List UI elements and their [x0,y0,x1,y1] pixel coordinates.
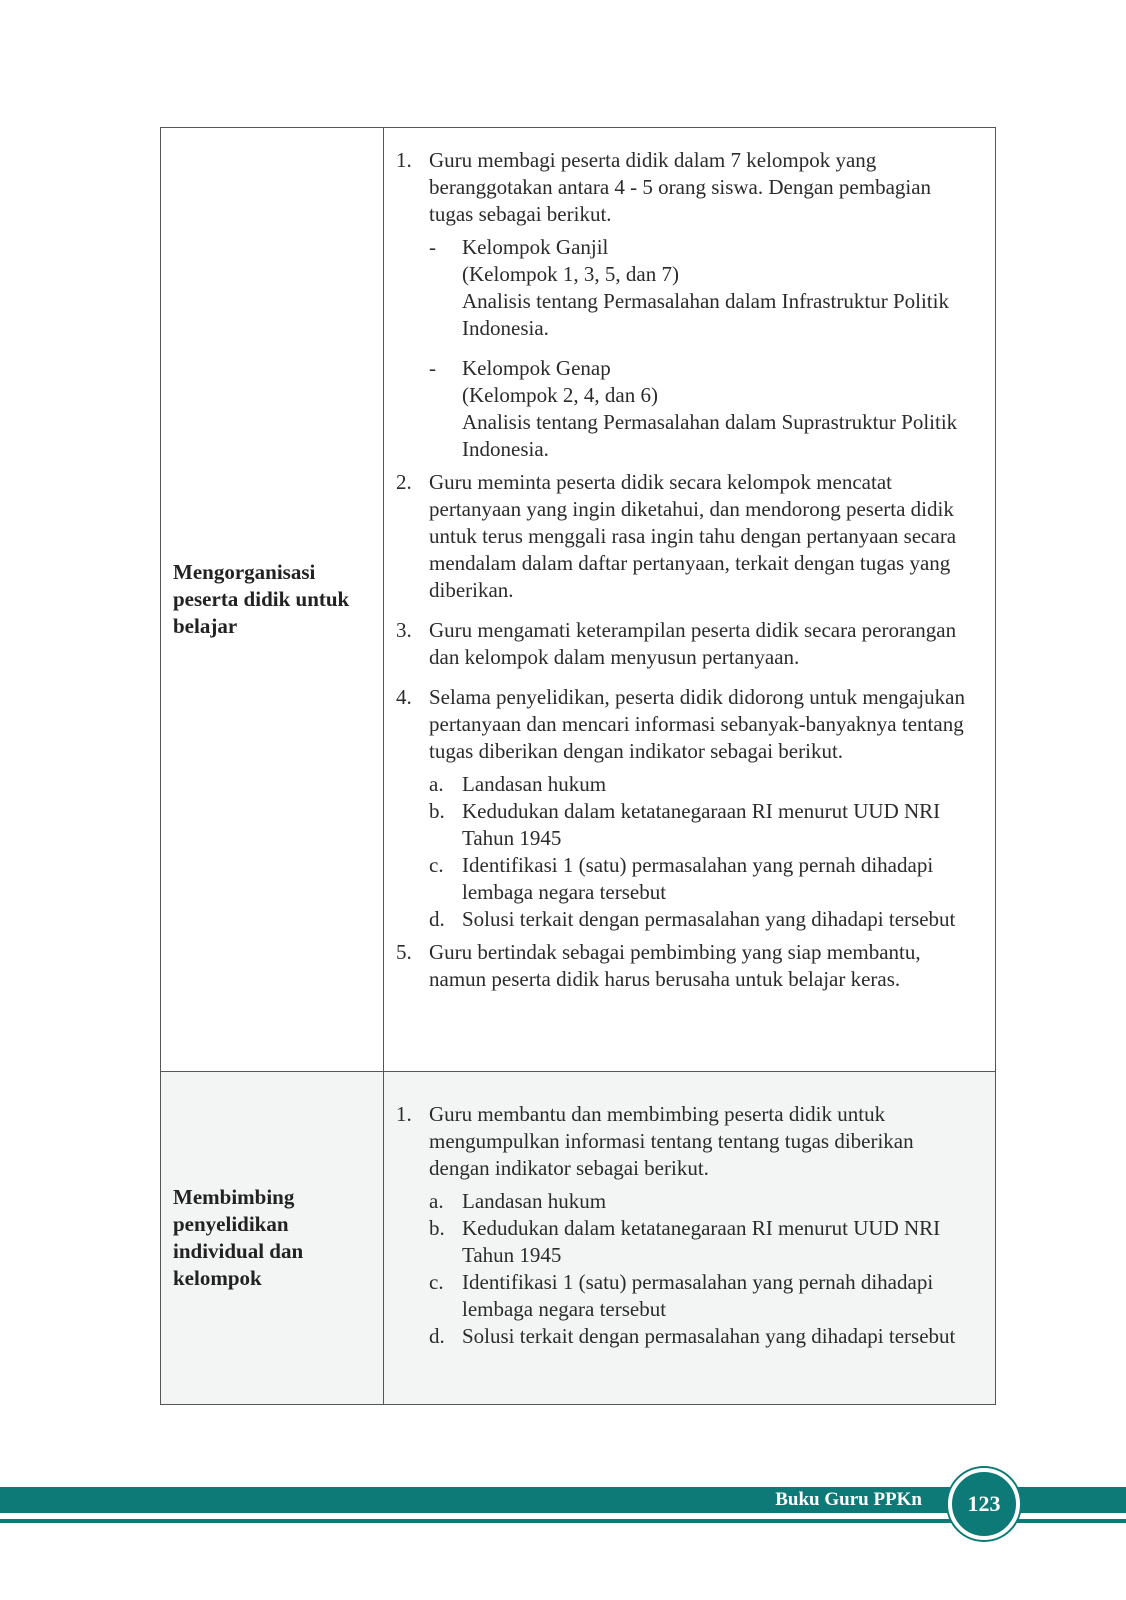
item-number: 5. [396,940,412,964]
indicator-marker: b. [429,1216,445,1240]
item-text: Guru membantu dan membimbing peserta didik untuk mengumpulkan informasi tentang tentang tugas diberikan dengan indikator sebagai berikut. [429,1102,914,1180]
group-name: Kelompok Genap [462,356,611,380]
item-text: Guru bertindak sebagai pembimbing yang siap membantu, namun peserta didik harus berusaha untuk belajar keras. [429,940,921,991]
page-number-badge [948,1468,1020,1540]
page-number: 123 [967,1491,1001,1516]
item-number: 2. [396,470,412,494]
indicator-item [429,1188,979,1215]
table-row [161,1071,995,1404]
item-number: 4. [396,685,412,709]
indicator-marker: a. [429,1189,444,1213]
indicator-text: Identifikasi 1 (satu) permasalahan yang pernah dihadapi lembaga negara tersebut [462,1270,934,1321]
indicator-text: Landasan hukum [462,772,607,796]
indicator-text: Solusi terkait dengan permasalahan yang dihadapi tersebut [462,907,956,931]
indicator-marker: d. [429,907,445,931]
indicator-marker: c. [429,1270,444,1294]
list-item [396,939,979,993]
table-row [161,128,995,1071]
dash-marker: - [429,235,436,259]
stage-cell [161,128,384,1071]
item-text: Guru mengamati keterampilan peserta didik secara perorangan dan kelompok dalam menyusun pertanyaan. [429,618,957,669]
group-task: Analisis tentang Permasalahan dalam Suprastruktur Politik Indonesia. [462,410,958,461]
item-number: 1. [396,148,412,172]
group-task: Analisis tentang Permasalahan dalam Infrastruktur Politik Indonesia. [462,289,949,340]
item-text: Selama penyelidikan, peserta didik didorong untuk mengajukan pertanyaan dan mencari informasi sebanyak-banyaknya tentang tugas diberikan dengan indikator sebagai berikut. [429,685,965,763]
indicator-marker: b. [429,799,445,823]
indicator-text: Identifikasi 1 (satu) permasalahan yang pernah dihadapi lembaga negara tersebut [462,853,934,904]
list-item [396,1101,979,1182]
indicator-marker: a. [429,772,444,796]
list-item [396,684,979,765]
list-item [396,147,979,228]
indicator-marker: c. [429,853,444,877]
group-name: Kelompok Ganjil [462,235,609,259]
indicator-item [429,1323,979,1350]
indicator-item [429,798,979,852]
item-number: 1. [396,1102,412,1126]
indicator-text: Solusi terkait dengan permasalahan yang dihadapi tersebut [462,1324,956,1348]
activity-table [160,127,996,1405]
group-item [429,355,979,463]
list-item [396,617,979,671]
group-members: (Kelompok 1, 3, 5, dan 7) [462,262,679,286]
list-item [396,469,979,604]
indicator-text: Landasan hukum [462,1189,607,1213]
indicator-text: Kedudukan dalam ketatanegaraan RI menurut UUD NRI Tahun 1945 [462,799,941,850]
stage-label: Membimbing penyelidikan individual dan kelompok [173,1185,304,1290]
indicator-marker: d. [429,1324,445,1348]
indicator-item [429,852,979,906]
item-number: 3. [396,618,412,642]
indicator-item [429,1269,979,1323]
activity-cell [384,128,995,1071]
dash-marker: - [429,356,436,380]
book-title: Buku Guru PPKn [775,1489,922,1510]
item-text: Guru meminta peserta didik secara kelompok mencatat pertanyaan yang ingin diketahui, dan mendorong peserta didik untuk terus menggali rasa ingin tahu dengan pertanyaan secara mendalam dalam daftar pertanyaan, terkait dengan tugas yang diberikan. [429,470,957,602]
indicator-item [429,771,979,798]
group-item [429,234,979,342]
stage-label: Mengorganisasi peserta didik untuk belajar [173,560,350,638]
activity-cell [384,1072,995,1404]
group-members: (Kelompok 2, 4, dan 6) [462,383,658,407]
indicator-text: Kedudukan dalam ketatanegaraan RI menurut UUD NRI Tahun 1945 [462,1216,941,1267]
item-text: Guru membagi peserta didik dalam 7 kelompok yang beranggotakan antara 4 - 5 orang siswa. Dengan pembagian tugas sebagai berikut. [429,148,932,226]
stage-cell [161,1072,384,1404]
indicator-item [429,906,979,933]
indicator-item [429,1215,979,1269]
